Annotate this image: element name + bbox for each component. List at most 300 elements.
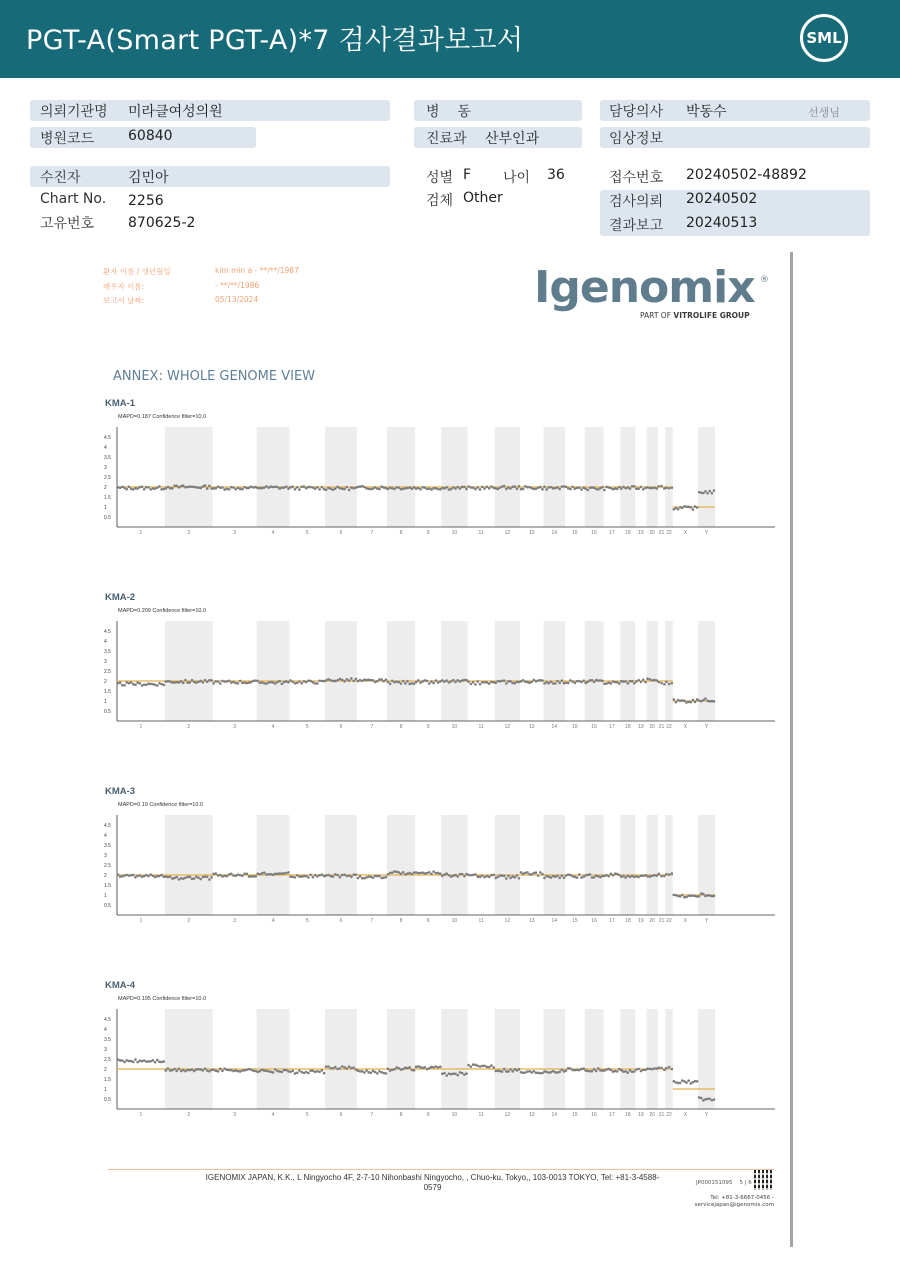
copy-number-point [450,1073,453,1076]
copy-number-point [483,681,486,684]
copy-number-point [511,1070,514,1073]
copy-number-point [202,681,205,684]
copy-number-point [395,680,398,683]
x-tick-label: 13 [528,530,535,536]
chart-subtitle: MAPD=0.195 Confidence filter=10.0 [118,996,207,1002]
copy-number-point [505,682,508,685]
copy-number-point [635,487,638,490]
copy-number-point [350,486,353,489]
copy-number-point [522,488,525,491]
x-tick-label: 11 [478,1112,484,1118]
copy-number-point [448,1072,451,1075]
copy-number-point [237,682,240,685]
copy-number-point [327,1065,330,1068]
copy-number-point [316,1070,319,1073]
copy-number-point [336,679,339,682]
copy-number-point [239,1070,242,1073]
copy-number-point [298,488,301,491]
chart-subtitle: MAPD=0.19 Confidence filter=10.0 [118,802,203,808]
y-tick-label: 2.5 [104,1056,111,1063]
copy-number-point [660,682,663,685]
request-label: 검사의뢰 [609,194,664,210]
copy-number-point [426,872,429,875]
copy-number-point [272,1071,275,1074]
copy-number-point [387,873,390,876]
copy-number-point [305,681,308,684]
copy-number-point [178,1067,181,1070]
x-tick-label: 20 [649,918,655,924]
copy-number-point [571,485,574,488]
copy-number-point [671,486,674,489]
copy-number-point [117,874,120,877]
copy-number-point [184,1070,187,1073]
chromosome-band [698,427,715,527]
copy-number-point [305,487,308,490]
x-tick-label: 3 [233,724,237,730]
chromosome-band [387,621,415,721]
x-tick-label: 14 [551,918,558,924]
copy-number-point [321,873,324,876]
report-date-value-en: 05/13/2024 [215,295,259,304]
y-tick-label: 4 [104,444,107,451]
copy-number-point [574,487,577,490]
department-value: 산부인과 [485,131,540,147]
copy-number-point [278,680,281,683]
copy-number-point [711,492,714,495]
copy-number-point [713,700,716,703]
copy-number-point [393,870,396,873]
copy-number-point [689,701,692,704]
copy-number-point [370,1071,373,1074]
x-tick-label: 6 [339,1112,343,1118]
copy-number-point [441,679,444,682]
copy-number-point [415,1066,418,1069]
copy-number-point [578,873,581,876]
copy-number-point [558,1070,561,1073]
y-tick-label: 2.5 [104,862,111,869]
copy-number-point [696,506,699,509]
chromosome-band [325,427,357,527]
copy-number-point [441,875,444,878]
copy-number-point [591,679,594,682]
annex-title: ANNEX: WHOLE GENOME VIEW [113,369,316,384]
copy-number-point [276,486,279,489]
copy-number-point [305,1071,308,1074]
chromosome-band [495,1009,520,1109]
copy-number-point [341,488,344,491]
copy-number-point [230,486,233,489]
copy-number-point [698,895,701,898]
y-tick-label: 4.5 [104,434,111,441]
copy-number-point [687,1079,690,1082]
copy-number-point [241,682,244,685]
copy-number-point [417,872,420,875]
subject-row [30,166,390,187]
y-tick-label: 1 [104,1086,107,1093]
copy-number-point [635,1068,638,1071]
copy-number-point [246,682,249,685]
x-tick-label: 8 [399,530,403,536]
copy-number-point [234,488,237,491]
copy-number-point [123,487,126,490]
copy-number-point [263,682,266,685]
copy-number-point [413,1069,416,1072]
x-tick-label: 2 [187,724,191,730]
copy-number-point [692,508,695,511]
copy-number-point [582,679,585,682]
copy-number-point [481,1065,484,1068]
copy-number-point [296,486,299,489]
chromosome-band [257,621,290,721]
copy-number-point [287,871,290,874]
copy-number-point [668,1066,671,1069]
copy-number-point [169,875,172,878]
copy-number-point [385,876,388,879]
copy-number-point [448,681,451,684]
copy-number-point [307,679,310,682]
copy-number-point [681,894,684,897]
copy-number-point [569,874,572,877]
copy-number-point [158,485,161,488]
copy-number-point [367,1071,370,1074]
y-tick-label: 2.5 [104,474,111,481]
copy-number-point [119,681,122,684]
copy-number-point [389,683,392,686]
copy-number-point [483,1065,486,1068]
copy-number-point [289,679,292,682]
copy-number-point [223,874,226,877]
copy-number-point [228,488,231,491]
x-tick-label: 7 [370,918,374,924]
copy-number-point [334,680,337,683]
copy-number-point [217,485,220,488]
copy-number-point [334,1066,337,1069]
chromosome-band [387,1009,415,1109]
request-value: 20240502 [686,191,758,207]
y-tick-label: 4.5 [104,822,111,829]
y-tick-label: 4.5 [104,1016,111,1023]
hospital-code-value: 60840 [128,128,173,144]
copy-number-point [309,873,312,876]
copy-number-point [633,485,636,488]
copy-number-point [490,681,493,684]
copy-number-point [505,877,508,880]
copy-number-point [321,1069,324,1072]
copy-number-point [261,872,264,875]
copy-number-point [182,682,185,685]
copy-number-point [314,1071,317,1074]
x-tick-label: 13 [528,918,535,924]
copy-number-point [574,682,577,685]
copy-number-point [243,681,246,684]
copy-number-point [565,874,568,877]
y-tick-label: 3.5 [104,842,111,849]
copy-number-point [507,1070,510,1073]
copy-number-point [199,680,202,683]
copy-number-point [173,1068,176,1071]
copy-number-point [246,1068,249,1071]
copy-number-point [543,486,546,489]
y-tick-label: 4.5 [104,628,111,635]
copy-number-point [230,1069,233,1072]
copy-number-point [332,680,335,683]
copy-number-point [343,680,346,683]
chart-title: KMA-4 [105,980,136,991]
x-tick-label: 3 [233,918,237,924]
copy-number-point [704,697,707,700]
copy-number-point [556,874,559,877]
copy-number-point [303,680,306,683]
x-tick-label: 21 [658,918,665,924]
copy-number-point [470,486,473,489]
copy-number-point [561,679,564,682]
copy-number-point [191,679,194,682]
copy-number-point [663,875,666,878]
copy-number-point [470,1065,473,1068]
copy-number-point [713,895,716,898]
chart-subtitle: MAPD=0.209 Confidence filter=10.0 [118,608,207,614]
copy-number-point [509,1068,512,1071]
copy-number-point [156,486,159,489]
chromosome-band [543,1009,565,1109]
partner-name-value: - **/**/1986 [215,281,260,290]
copy-number-point [406,680,409,683]
copy-number-point [237,1070,240,1073]
copy-number-point [576,487,579,490]
page-divider [790,252,793,1247]
copy-number-point [640,486,643,489]
copy-number-point [263,871,266,874]
copy-number-point [507,875,510,878]
x-tick-label: 18 [625,530,631,536]
chromosome-band [698,1009,715,1109]
x-tick-label: 15 [572,724,578,730]
x-tick-label: 11 [478,530,484,536]
institution-value: 미라클여성의원 [128,104,223,120]
doctor-value: 박동수 [686,104,727,120]
copy-number-point [616,488,619,491]
copy-number-point [411,873,414,876]
copy-number-point [539,871,542,874]
copy-number-point [287,681,290,684]
copy-number-point [232,681,235,684]
copy-number-point [627,1071,630,1074]
copy-number-point [481,486,484,489]
chromosome-band [620,427,635,527]
copy-number-point [327,678,330,681]
chromosome-band [441,621,467,721]
copy-number-point [663,683,666,686]
copy-number-point [637,487,640,490]
x-tick-label: 10 [451,724,458,730]
copy-number-point [188,1069,191,1072]
copy-number-point [543,682,546,685]
report-header [0,0,900,78]
x-tick-label: 7 [370,724,374,730]
copy-number-point [332,488,335,491]
x-tick-label: 9 [426,918,430,924]
copy-number-point [479,488,482,491]
kma-1-chart [100,392,790,542]
copy-number-point [426,488,429,491]
copy-number-point [325,1065,328,1068]
x-tick-label: 7 [370,1112,374,1118]
copy-number-point [241,488,244,491]
x-tick-label: 3 [233,1112,237,1118]
copy-number-point [180,680,183,683]
chromosome-band [620,815,635,915]
report-date-label-en: 보고서 날짜: [103,296,145,305]
doctor-label: 담당의사 [609,104,664,120]
x-tick-label: 10 [451,530,458,536]
copy-number-point [467,1064,470,1067]
copy-number-point [476,875,479,878]
copy-number-point [259,1070,262,1073]
copy-number-point [651,874,654,877]
copy-number-point [402,871,405,874]
copy-number-point [156,684,159,687]
x-tick-label: 16 [591,530,597,536]
hospital-code-label: 병원코드 [40,131,95,147]
copy-number-point [296,1072,299,1075]
x-tick-label: Y [704,1112,709,1118]
copy-number-point [467,874,470,877]
copy-number-point [285,680,288,683]
chromosome-band [665,1009,672,1109]
copy-number-point [459,873,462,876]
copy-number-point [281,872,284,875]
copy-number-point [195,1068,198,1071]
copy-number-point [130,681,133,684]
copy-number-point [439,872,442,875]
y-tick-label: 0.5 [104,514,111,521]
copy-number-point [696,1080,699,1083]
copy-number-point [343,488,346,491]
copy-number-point [571,875,574,878]
copy-number-point [421,486,424,489]
copy-number-point [533,1070,536,1073]
copy-number-point [437,872,440,875]
x-tick-label: 14 [551,530,558,536]
copy-number-point [518,877,521,880]
copy-number-point [658,1066,661,1069]
copy-number-point [411,1069,414,1072]
copy-number-point [123,1061,126,1064]
copy-number-point [543,1070,546,1073]
copy-number-point [246,872,249,875]
x-tick-label: 8 [399,1112,403,1118]
copy-number-point [665,873,668,876]
x-tick-label: 4 [271,918,275,924]
footer-doc-id: JP000151095 5 | 6 [696,1180,752,1186]
x-tick-label: 1 [139,530,143,536]
copy-number-point [323,1072,326,1075]
copy-number-point [398,871,401,874]
copy-number-point [629,487,632,490]
copy-number-point [593,876,596,879]
copy-number-point [228,679,231,682]
chromosome-band [665,815,672,915]
copy-number-point [276,873,279,876]
copy-number-point [341,1065,344,1068]
copy-number-point [620,487,623,490]
copy-number-point [348,1065,351,1068]
copy-number-point [454,1072,457,1075]
copy-number-point [318,488,321,491]
copy-number-point [160,1061,163,1064]
copy-number-point [359,875,362,878]
patient-name-label: 환자 이름 / 생년월일 [103,267,171,276]
copy-number-point [470,874,473,877]
x-tick-label: 4 [271,1112,275,1118]
copy-number-point [143,488,146,491]
copy-number-point [649,1068,652,1071]
copy-number-point [223,488,226,491]
copy-number-point [569,679,572,682]
copy-number-point [348,679,351,682]
copy-number-point [252,680,255,683]
copy-number-point [432,682,435,685]
copy-number-point [136,1061,139,1064]
copy-number-point [303,875,306,878]
copy-number-point [152,1059,155,1062]
copy-number-point [352,1066,355,1069]
copy-number-point [640,874,643,877]
x-tick-label: X [683,724,688,730]
copy-number-point [452,486,455,489]
copy-number-point [376,680,379,683]
copy-number-point [237,873,240,876]
copy-number-point [658,485,661,488]
x-tick-label: 4 [271,724,275,730]
copy-number-point [348,489,351,492]
x-tick-label: Y [704,724,709,730]
copy-number-point [350,876,353,879]
copy-number-point [574,1069,577,1072]
copy-number-point [448,874,451,877]
copy-number-point [136,487,139,490]
copy-number-point [191,1068,194,1071]
copy-number-point [178,486,181,489]
copy-number-point [550,486,553,489]
copy-number-point [465,679,468,682]
copy-number-point [556,486,559,489]
copy-number-point [569,488,572,491]
copy-number-point [642,1069,645,1072]
sex-label: 성별 [426,170,454,186]
copy-number-point [303,1072,306,1075]
copy-number-point [415,681,418,684]
copy-number-point [171,487,174,490]
copy-number-point [610,682,613,685]
copy-number-point [454,487,457,490]
copy-number-point [173,681,176,684]
chromosome-band [495,621,520,721]
copy-number-point [355,678,358,681]
copy-number-point [128,485,131,488]
copy-number-point [685,1081,688,1084]
copy-number-point [456,486,459,489]
copy-number-point [637,876,640,879]
copy-number-point [147,875,150,878]
copy-number-point [550,876,553,879]
copy-number-point [193,877,196,880]
copy-number-point [254,875,257,878]
x-tick-label: 5 [305,724,309,730]
x-tick-label: 19 [638,918,644,924]
copy-number-point [252,486,255,489]
department-label: 진료과 [426,131,467,147]
